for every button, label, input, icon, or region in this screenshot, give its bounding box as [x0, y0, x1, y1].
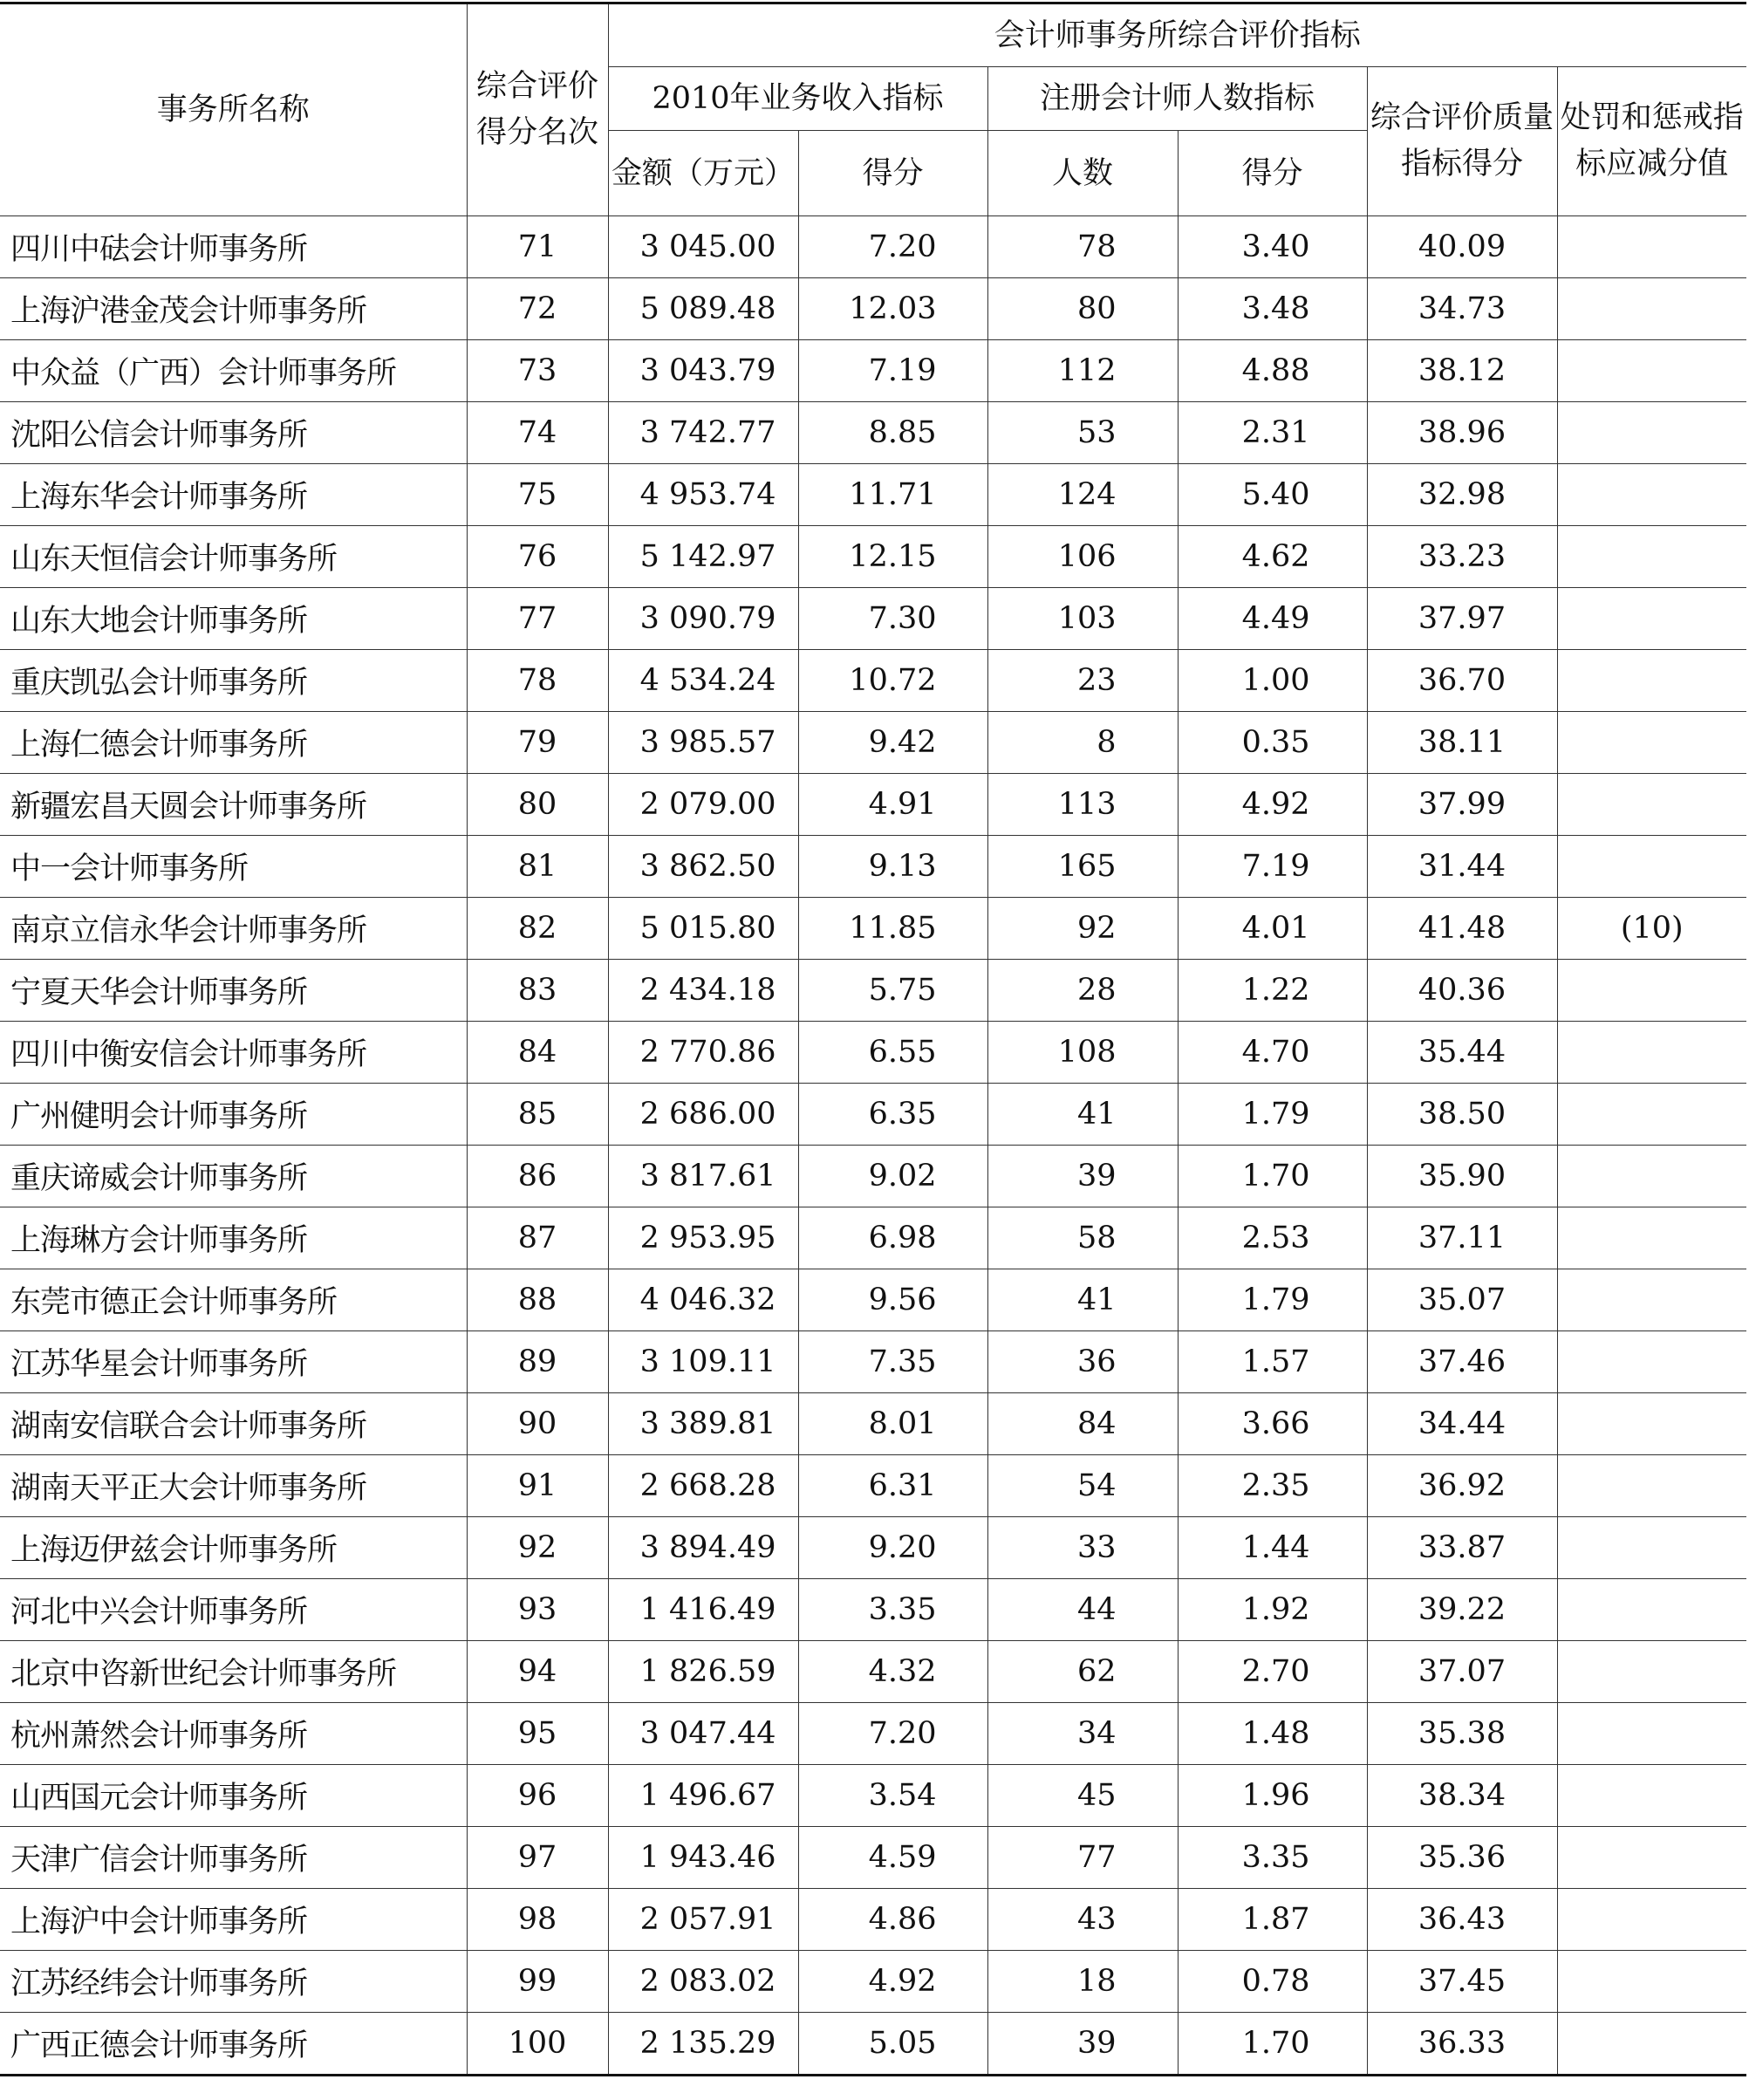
quality-score-cell: 37.46 [1367, 1331, 1557, 1393]
penalty-cell [1557, 1084, 1746, 1146]
table-row [0, 774, 1746, 836]
cpa-score-cell: 1.44 [1178, 1517, 1367, 1579]
revenue-score-cell: 4.92 [798, 1951, 987, 2013]
penalty-cell [1557, 712, 1746, 774]
cpa-count-cell: 36 [987, 1331, 1178, 1393]
rank-cell: 97 [467, 1827, 608, 1889]
penalty-cell [1557, 650, 1746, 712]
firm-name-cell: 杭州萧然会计师事务所 [0, 1703, 467, 1765]
firm-name-cell: 新疆宏昌天圆会计师事务所 [0, 774, 467, 836]
rank-cell: 96 [467, 1765, 608, 1827]
cpa-score-cell: 3.35 [1178, 1827, 1367, 1889]
cpa-score-cell: 4.49 [1178, 588, 1367, 650]
quality-score-cell: 37.11 [1367, 1207, 1557, 1269]
revenue-amount-cell: 3 817.61 [608, 1146, 798, 1207]
cpa-count-cell: 41 [987, 1084, 1178, 1146]
revenue-score-cell: 3.54 [798, 1765, 987, 1827]
table-row [0, 1455, 1746, 1517]
cpa-score-cell: 3.40 [1178, 216, 1367, 278]
table-header [0, 3, 1746, 216]
penalty-cell [1557, 278, 1746, 340]
revenue-amount-cell: 5 089.48 [608, 278, 798, 340]
rank-cell: 90 [467, 1393, 608, 1455]
header-revenue-score: 得分 [798, 131, 987, 216]
rank-cell: 98 [467, 1889, 608, 1951]
table-row [0, 960, 1746, 1022]
header-cpa-count: 人数 [987, 131, 1178, 216]
firm-name-cell: 上海迈伊兹会计师事务所 [0, 1517, 467, 1579]
revenue-amount-cell: 4 534.24 [608, 650, 798, 712]
cpa-count-cell: 33 [987, 1517, 1178, 1579]
penalty-cell [1557, 1455, 1746, 1517]
penalty-cell [1557, 526, 1746, 588]
revenue-score-cell: 3.35 [798, 1579, 987, 1641]
firm-name-cell: 宁夏天华会计师事务所 [0, 960, 467, 1022]
firm-name-cell: 北京中咨新世纪会计师事务所 [0, 1641, 467, 1703]
revenue-score-cell: 8.01 [798, 1393, 987, 1455]
table-row [0, 898, 1746, 960]
cpa-score-cell: 0.35 [1178, 712, 1367, 774]
table-row [0, 1331, 1746, 1393]
revenue-amount-cell: 3 047.44 [608, 1703, 798, 1765]
table-row [0, 1641, 1746, 1703]
cpa-count-cell: 108 [987, 1022, 1178, 1084]
quality-score-cell: 37.97 [1367, 588, 1557, 650]
revenue-score-cell: 9.02 [798, 1146, 987, 1207]
revenue-score-cell: 6.35 [798, 1084, 987, 1146]
cpa-score-cell: 3.66 [1178, 1393, 1367, 1455]
table-row [0, 340, 1746, 402]
firm-name-cell: 河北中兴会计师事务所 [0, 1579, 467, 1641]
table-row [0, 1207, 1746, 1269]
quality-score-cell: 37.07 [1367, 1641, 1557, 1703]
table-row [0, 1146, 1746, 1207]
header-cpa-score: 得分 [1178, 131, 1367, 216]
table-row [0, 402, 1746, 464]
revenue-amount-cell: 4 046.32 [608, 1269, 798, 1331]
revenue-score-cell: 7.30 [798, 588, 987, 650]
table-row [0, 1084, 1746, 1146]
cpa-score-cell: 2.35 [1178, 1455, 1367, 1517]
header-indicator-group: 会计师事务所综合评价指标 [608, 3, 1746, 67]
table-row [0, 278, 1746, 340]
penalty-cell: (10) [1557, 898, 1746, 960]
firm-name-cell: 四川中衡安信会计师事务所 [0, 1022, 467, 1084]
revenue-amount-cell: 4 953.74 [608, 464, 798, 526]
rank-cell: 77 [467, 588, 608, 650]
quality-score-cell: 38.34 [1367, 1765, 1557, 1827]
firm-ranking-table [0, 2, 1746, 2076]
firm-name-cell: 南京立信永华会计师事务所 [0, 898, 467, 960]
rank-cell: 99 [467, 1951, 608, 2013]
rank-cell: 75 [467, 464, 608, 526]
rank-cell: 73 [467, 340, 608, 402]
cpa-score-cell: 1.57 [1178, 1331, 1367, 1393]
revenue-amount-cell: 3 389.81 [608, 1393, 798, 1455]
revenue-amount-cell: 3 985.57 [608, 712, 798, 774]
cpa-count-cell: 8 [987, 712, 1178, 774]
revenue-score-cell: 4.59 [798, 1827, 987, 1889]
revenue-score-cell: 9.13 [798, 836, 987, 898]
revenue-score-cell: 10.72 [798, 650, 987, 712]
quality-score-cell: 37.45 [1367, 1951, 1557, 2013]
quality-score-cell: 35.36 [1367, 1827, 1557, 1889]
table-row [0, 1517, 1746, 1579]
quality-score-cell: 34.44 [1367, 1393, 1557, 1455]
cpa-count-cell: 78 [987, 216, 1178, 278]
revenue-amount-cell: 3 045.00 [608, 216, 798, 278]
revenue-score-cell: 9.20 [798, 1517, 987, 1579]
firm-name-cell: 重庆凯弘会计师事务所 [0, 650, 467, 712]
rank-cell: 91 [467, 1455, 608, 1517]
rank-cell: 100 [467, 2013, 608, 2076]
firm-name-cell: 中一会计师事务所 [0, 836, 467, 898]
firm-name-cell: 上海沪中会计师事务所 [0, 1889, 467, 1951]
cpa-count-cell: 62 [987, 1641, 1178, 1703]
table-row [0, 1022, 1746, 1084]
cpa-count-cell: 44 [987, 1579, 1178, 1641]
cpa-count-cell: 39 [987, 2013, 1178, 2076]
rank-cell: 71 [467, 216, 608, 278]
revenue-amount-cell: 2 434.18 [608, 960, 798, 1022]
rank-cell: 72 [467, 278, 608, 340]
cpa-score-cell: 1.87 [1178, 1889, 1367, 1951]
penalty-cell [1557, 836, 1746, 898]
revenue-amount-cell: 2 057.91 [608, 1889, 798, 1951]
firm-name-cell: 广西正德会计师事务所 [0, 2013, 467, 2076]
revenue-amount-cell: 2 083.02 [608, 1951, 798, 2013]
cpa-count-cell: 165 [987, 836, 1178, 898]
cpa-count-cell: 80 [987, 278, 1178, 340]
penalty-cell [1557, 340, 1746, 402]
revenue-score-cell: 9.56 [798, 1269, 987, 1331]
quality-score-cell: 38.96 [1367, 402, 1557, 464]
cpa-count-cell: 23 [987, 650, 1178, 712]
cpa-score-cell: 7.19 [1178, 836, 1367, 898]
cpa-score-cell: 3.48 [1178, 278, 1367, 340]
cpa-score-cell: 4.70 [1178, 1022, 1367, 1084]
penalty-cell [1557, 1146, 1746, 1207]
rank-cell: 93 [467, 1579, 608, 1641]
quality-score-cell: 33.87 [1367, 1517, 1557, 1579]
penalty-cell [1557, 1641, 1746, 1703]
penalty-cell [1557, 1889, 1746, 1951]
table-row [0, 836, 1746, 898]
cpa-score-cell: 1.00 [1178, 650, 1367, 712]
revenue-amount-cell: 2 135.29 [608, 2013, 798, 2076]
quality-score-cell: 36.70 [1367, 650, 1557, 712]
cpa-score-cell: 4.88 [1178, 340, 1367, 402]
header-revenue-indicator: 2010年业务收入指标 [608, 67, 987, 131]
header-rank: 综合评价得分名次 [467, 3, 608, 216]
penalty-cell [1557, 1827, 1746, 1889]
firm-name-cell: 四川中砝会计师事务所 [0, 216, 467, 278]
quality-score-cell: 33.23 [1367, 526, 1557, 588]
cpa-score-cell: 1.70 [1178, 1146, 1367, 1207]
quality-score-cell: 35.38 [1367, 1703, 1557, 1765]
firm-name-cell: 湖南天平正大会计师事务所 [0, 1455, 467, 1517]
table-row [0, 464, 1746, 526]
cpa-count-cell: 58 [987, 1207, 1178, 1269]
cpa-count-cell: 92 [987, 898, 1178, 960]
cpa-score-cell: 4.62 [1178, 526, 1367, 588]
firm-name-cell: 江苏华星会计师事务所 [0, 1331, 467, 1393]
penalty-cell [1557, 1517, 1746, 1579]
firm-name-cell: 湖南安信联合会计师事务所 [0, 1393, 467, 1455]
firm-name-cell: 广州健明会计师事务所 [0, 1084, 467, 1146]
quality-score-cell: 36.33 [1367, 2013, 1557, 2076]
revenue-amount-cell: 3 862.50 [608, 836, 798, 898]
cpa-score-cell: 4.01 [1178, 898, 1367, 960]
quality-score-cell: 34.73 [1367, 278, 1557, 340]
cpa-count-cell: 106 [987, 526, 1178, 588]
rank-cell: 88 [467, 1269, 608, 1331]
revenue-amount-cell: 3 742.77 [608, 402, 798, 464]
rank-cell: 86 [467, 1146, 608, 1207]
firm-name-cell: 天津广信会计师事务所 [0, 1827, 467, 1889]
cpa-count-cell: 28 [987, 960, 1178, 1022]
cpa-score-cell: 1.79 [1178, 1084, 1367, 1146]
revenue-amount-cell: 5 015.80 [608, 898, 798, 960]
firm-name-cell: 山东大地会计师事务所 [0, 588, 467, 650]
firm-name-cell: 山西国元会计师事务所 [0, 1765, 467, 1827]
rank-cell: 81 [467, 836, 608, 898]
quality-score-cell: 38.11 [1367, 712, 1557, 774]
penalty-cell [1557, 1579, 1746, 1641]
revenue-score-cell: 7.35 [798, 1331, 987, 1393]
revenue-amount-cell: 2 668.28 [608, 1455, 798, 1517]
quality-score-cell: 31.44 [1367, 836, 1557, 898]
cpa-score-cell: 1.48 [1178, 1703, 1367, 1765]
rank-cell: 89 [467, 1331, 608, 1393]
revenue-score-cell: 11.71 [798, 464, 987, 526]
rank-cell: 82 [467, 898, 608, 960]
cpa-count-cell: 18 [987, 1951, 1178, 2013]
cpa-count-cell: 41 [987, 1269, 1178, 1331]
quality-score-cell: 37.99 [1367, 774, 1557, 836]
cpa-score-cell: 5.40 [1178, 464, 1367, 526]
revenue-score-cell: 7.20 [798, 216, 987, 278]
firm-name-cell: 重庆谛威会计师事务所 [0, 1146, 467, 1207]
quality-score-cell: 40.09 [1367, 216, 1557, 278]
table-row [0, 1269, 1746, 1331]
cpa-count-cell: 103 [987, 588, 1178, 650]
cpa-count-cell: 113 [987, 774, 1178, 836]
table-row [0, 1765, 1746, 1827]
revenue-score-cell: 6.31 [798, 1455, 987, 1517]
cpa-count-cell: 77 [987, 1827, 1178, 1889]
quality-score-cell: 39.22 [1367, 1579, 1557, 1641]
cpa-count-cell: 124 [987, 464, 1178, 526]
firm-name-cell: 上海琳方会计师事务所 [0, 1207, 467, 1269]
firm-name-cell: 山东天恒信会计师事务所 [0, 526, 467, 588]
table-row [0, 1393, 1746, 1455]
cpa-count-cell: 39 [987, 1146, 1178, 1207]
table-row [0, 1827, 1746, 1889]
rank-cell: 76 [467, 526, 608, 588]
table-row [0, 712, 1746, 774]
cpa-score-cell: 1.96 [1178, 1765, 1367, 1827]
cpa-count-cell: 84 [987, 1393, 1178, 1455]
quality-score-cell: 36.43 [1367, 1889, 1557, 1951]
quality-score-cell: 35.90 [1367, 1146, 1557, 1207]
penalty-cell [1557, 1269, 1746, 1331]
revenue-score-cell: 9.42 [798, 712, 987, 774]
rank-cell: 78 [467, 650, 608, 712]
firm-name-cell: 东莞市德正会计师事务所 [0, 1269, 467, 1331]
penalty-cell [1557, 1765, 1746, 1827]
cpa-score-cell: 2.70 [1178, 1641, 1367, 1703]
revenue-amount-cell: 3 043.79 [608, 340, 798, 402]
rank-cell: 95 [467, 1703, 608, 1765]
revenue-amount-cell: 2 953.95 [608, 1207, 798, 1269]
rank-cell: 74 [467, 402, 608, 464]
quality-score-cell: 38.12 [1367, 340, 1557, 402]
penalty-cell [1557, 2013, 1746, 2076]
revenue-amount-cell: 5 142.97 [608, 526, 798, 588]
header-revenue-amount: 金额（万元） [608, 131, 798, 216]
cpa-score-cell: 1.70 [1178, 2013, 1367, 2076]
table-row [0, 216, 1746, 278]
firm-name-cell: 上海东华会计师事务所 [0, 464, 467, 526]
revenue-score-cell: 6.55 [798, 1022, 987, 1084]
cpa-score-cell: 1.79 [1178, 1269, 1367, 1331]
revenue-score-cell: 5.75 [798, 960, 987, 1022]
rank-cell: 80 [467, 774, 608, 836]
penalty-cell [1557, 1393, 1746, 1455]
penalty-cell [1557, 774, 1746, 836]
cpa-score-cell: 2.53 [1178, 1207, 1367, 1269]
table-row [0, 1889, 1746, 1951]
penalty-cell [1557, 1703, 1746, 1765]
revenue-score-cell: 4.86 [798, 1889, 987, 1951]
revenue-score-cell: 7.19 [798, 340, 987, 402]
rank-cell: 85 [467, 1084, 608, 1146]
penalty-cell [1557, 1022, 1746, 1084]
revenue-score-cell: 8.85 [798, 402, 987, 464]
revenue-score-cell: 7.20 [798, 1703, 987, 1765]
revenue-amount-cell: 2 079.00 [608, 774, 798, 836]
penalty-cell [1557, 1951, 1746, 2013]
penalty-cell [1557, 1207, 1746, 1269]
rank-cell: 92 [467, 1517, 608, 1579]
revenue-score-cell: 12.03 [798, 278, 987, 340]
header-cpa-indicator: 注册会计师人数指标 [987, 67, 1367, 131]
table-row [0, 1579, 1746, 1641]
penalty-cell [1557, 216, 1746, 278]
rank-cell: 83 [467, 960, 608, 1022]
quality-score-cell: 35.44 [1367, 1022, 1557, 1084]
table-row [0, 588, 1746, 650]
revenue-amount-cell: 2 770.86 [608, 1022, 798, 1084]
header-firm-name: 事务所名称 [0, 3, 467, 216]
cpa-score-cell: 2.31 [1178, 402, 1367, 464]
revenue-score-cell: 5.05 [798, 2013, 987, 2076]
cpa-count-cell: 54 [987, 1455, 1178, 1517]
cpa-score-cell: 0.78 [1178, 1951, 1367, 2013]
firm-name-cell: 中众益（广西）会计师事务所 [0, 340, 467, 402]
quality-score-cell: 32.98 [1367, 464, 1557, 526]
revenue-amount-cell: 3 109.11 [608, 1331, 798, 1393]
firm-name-cell: 上海沪港金茂会计师事务所 [0, 278, 467, 340]
table-row [0, 2013, 1746, 2076]
cpa-count-cell: 112 [987, 340, 1178, 402]
rank-cell: 87 [467, 1207, 608, 1269]
penalty-cell [1557, 402, 1746, 464]
revenue-amount-cell: 3 090.79 [608, 588, 798, 650]
rank-cell: 94 [467, 1641, 608, 1703]
quality-score-cell: 38.50 [1367, 1084, 1557, 1146]
revenue-score-cell: 11.85 [798, 898, 987, 960]
rank-cell: 84 [467, 1022, 608, 1084]
header-penalty-deduction: 处罚和惩戒指标应减分值 [1557, 67, 1746, 216]
revenue-amount-cell: 1 416.49 [608, 1579, 798, 1641]
cpa-count-cell: 34 [987, 1703, 1178, 1765]
quality-score-cell: 40.36 [1367, 960, 1557, 1022]
table-row [0, 650, 1746, 712]
revenue-amount-cell: 1 496.67 [608, 1765, 798, 1827]
cpa-count-cell: 43 [987, 1889, 1178, 1951]
cpa-score-cell: 4.92 [1178, 774, 1367, 836]
quality-score-cell: 35.07 [1367, 1269, 1557, 1331]
cpa-count-cell: 53 [987, 402, 1178, 464]
penalty-cell [1557, 1331, 1746, 1393]
revenue-score-cell: 4.91 [798, 774, 987, 836]
revenue-score-cell: 12.15 [798, 526, 987, 588]
revenue-amount-cell: 2 686.00 [608, 1084, 798, 1146]
firm-name-cell: 上海仁德会计师事务所 [0, 712, 467, 774]
cpa-score-cell: 1.22 [1178, 960, 1367, 1022]
penalty-cell [1557, 464, 1746, 526]
revenue-score-cell: 4.32 [798, 1641, 987, 1703]
revenue-score-cell: 6.98 [798, 1207, 987, 1269]
quality-score-cell: 36.92 [1367, 1455, 1557, 1517]
rank-cell: 79 [467, 712, 608, 774]
table-row [0, 1951, 1746, 2013]
cpa-score-cell: 1.92 [1178, 1579, 1367, 1641]
table-row [0, 526, 1746, 588]
penalty-cell [1557, 960, 1746, 1022]
firm-name-cell: 江苏经纬会计师事务所 [0, 1951, 467, 2013]
quality-score-cell: 41.48 [1367, 898, 1557, 960]
table-body [0, 216, 1746, 2076]
cpa-count-cell: 45 [987, 1765, 1178, 1827]
revenue-amount-cell: 1 943.46 [608, 1827, 798, 1889]
header-quality-score: 综合评价质量指标得分 [1367, 67, 1557, 216]
revenue-amount-cell: 3 894.49 [608, 1517, 798, 1579]
revenue-amount-cell: 1 826.59 [608, 1641, 798, 1703]
firm-name-cell: 沈阳公信会计师事务所 [0, 402, 467, 464]
table-row [0, 1703, 1746, 1765]
penalty-cell [1557, 588, 1746, 650]
